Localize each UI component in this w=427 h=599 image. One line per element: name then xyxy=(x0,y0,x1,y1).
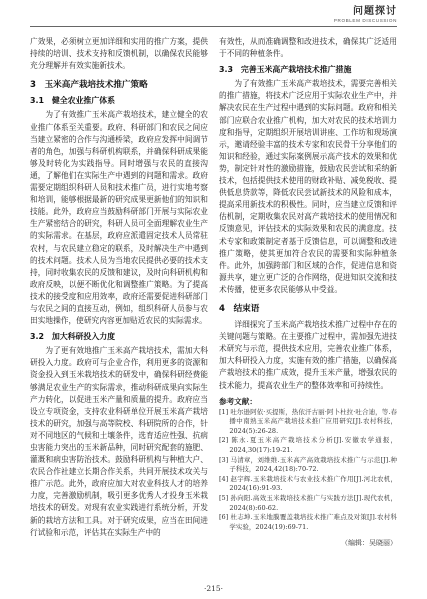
section-3-2-paragraph: 为了更有效地推广玉米高产栽培技术，需加大科研投入力度。政府可与企业合作，利用更多的资源和资金投入到玉米栽培技术的研发中，确保科研经费能够满足农业生产的实际需求，推动科研成果向实际生产力转化，以促进玉米产量和质量的提升。政府应当设立专项资金，支持农业科研单位开展玉米高产栽培技术的研究，加强与高等院校、科研院所的合作，针对不同地区的气候和土壤条件，选育适应性强、抗病虫害能力突出的玉米新品种，同时研究配套的施肥、灌溉和病虫害防治技术。鼓励科研机构与种植大户、农民合作社建立长期合作关系，共同开展技术攻关与推广示范。此外，政府应加大对农业科技人才的培养力度，完善激励机制，吸引更多优秀人才投身玉米栽培技术的研发。对现有农业实践进行系统分析，开发新的栽培方法和工具。对于研究成果，应当在田间进行试验和示范，评估其在实际生产中的 xyxy=(30,346,208,537)
header-subtitle: PROBLEM DISCUSSION xyxy=(333,18,397,23)
running-header xyxy=(334,6,397,24)
section-3-1-paragraph: 为了有效推广玉米高产栽培技术，建立健全的农业推广体系至关重要。政府、科研部门和农民之间应当建立紧密的合作与沟通桥梁，政府应发挥中间调节者的角色，加强与科研机构联系，并确保科研成果能够及时转化为实践指导。同时增强与农民的直接沟通，了解他们在实际生产中遇到的问题和需求。政府需要定期组织科研人员和技术推广员，进行实地考察和培训，能够根据最新的研究成果更新他们的知识和技能。此外，政府应当鼓励科研部门开展与实际农业生产紧密结合的研究，科研人员可全面理解农业生产的实际需求。在基层，政府应派遣固定技术人员常驻农村，与农民建立稳定的联系，及时解决生产中遇到的技术问题。技术人员为当地农民提供必要的技术支持，同时收集农民的反馈和建议，及时向科研机构和政府反映，以便不断优化和调整推广策略。为了提高技术的接受度和应用效率，政府还需要促进科研部门与农民之间的直接互动，例如，组织科研人员参与农田实地操作，使研究内容更加贴近农民的实际需求。 xyxy=(30,110,208,326)
section-4-heading: 4 结束语 xyxy=(219,303,260,314)
section-3-3-heading: 3.3 完善玉米高产栽培技术推广措施 xyxy=(219,65,352,75)
header-rule xyxy=(30,26,397,27)
reference-item: [6] 杜志坤.玉米地膜覆盖栽培技术推广难点及对策[J].农村科学实验，2024(19):69-71. xyxy=(219,513,397,531)
section-3-2-paragraph-continued: 有效性，从而准确调整和改进技术，确保其广泛适用于不同的种植条件。 xyxy=(219,37,397,59)
section-3-3-paragraph: 为了有效推广玉米高产栽培技术，需要完善相关的推广措施，将技术广泛应用于实际农业生产中，并解决农民在生产过程中遇到的实际问题。政府和相关部门应联合农业推广机构，加大对农民的技术培训力度和指导，定期组织开展培训讲座、工作坊和现场演示，邀请经验丰富的技术专家和农民骨干分享他们的知识和经验，通过实际案例展示高产技术的效果和优势，制定针对性的激励措施，鼓励农民尝试和采纳新技术，包括提供技术使用的财政补贴、减免税收、提供低息贷款等，降低农民尝试新技术的风险和成本，提高采用新技术的积极性。同时，应当建立反馈和评估机制，定期收集农民对高产栽培技术的使用情况和反馈意见，评估技术的实际效果和农民的满意度。技术专家和政策制定者基于反馈信息，可以调整和改进推广策略，使其更加符合农民的需要和实际种植条件。此外，加强跨部门和区域的合作，促进信息和资源共享，建立更广泛的合作网络，促进知识交流和技术传播，使更多农民能够从中受益。 xyxy=(219,79,397,294)
left-column xyxy=(30,36,208,576)
header-title: 问题探讨 xyxy=(353,6,397,17)
reference-item: [4] 赵宇辉.玉米栽培技术与农业技术推广作用[J].河北农机，2024(16):91-93. xyxy=(219,474,397,493)
references-list xyxy=(219,408,397,533)
references-heading: 参考文献： xyxy=(219,396,257,406)
reference-item: [3] 马清章，刘维维.玉米高产高效栽培技术推广与示范[J].种子科技，2024,42(18):70-72. xyxy=(219,455,397,474)
reference-item: [5] 孙向阳.高效玉米栽培技术推广与实践方法[J].现代农机，2024(8):60-62. xyxy=(219,493,397,512)
section-3-1-heading: 3.1 健全农业推广体系 xyxy=(30,96,115,106)
reference-item: [1] 吐尔逊阿依·买提斯，热依汗古丽·阿卜杜拉·吐合迪，等.春播中南熟玉米高产栽培技术推广应用研究[J].农村科技，2024(5):26-28. xyxy=(219,407,397,435)
section-3-2-heading: 3.2 加大科研投入力度 xyxy=(30,332,115,342)
page-number: ·215· xyxy=(203,584,224,593)
reference-item: [2] 陈永.夏玉米高产栽培技术分析[J].安徽农学通报，2024,30(17):19-21. xyxy=(219,436,397,454)
right-column xyxy=(219,36,397,576)
section-4-paragraph: 详细探究了玉米高产栽培技术推广过程中存在的关键问题与策略。在主要推广过程中，需加强先进技术研究与示范，提供技术应用，完善农业推广体系，加大科研投入力度，实施有效的推广措施，以确保高产栽培技术的推广成效，提升玉米产量，增强农民的技术能力，提高农业生产的整体效率和可持续性。 xyxy=(219,320,397,390)
editor-note: （编辑：吴晓丽） xyxy=(341,539,397,548)
intro-paragraph: 广效果，必须树立更加详细和实用的推广方案，提供持续的培训、技术支持和反馈机制，以确保农民能够充分理解并有效实施新技术。 xyxy=(30,37,208,71)
section-3-heading: 3 玉米高产栽培技术推广策略 xyxy=(30,80,148,91)
